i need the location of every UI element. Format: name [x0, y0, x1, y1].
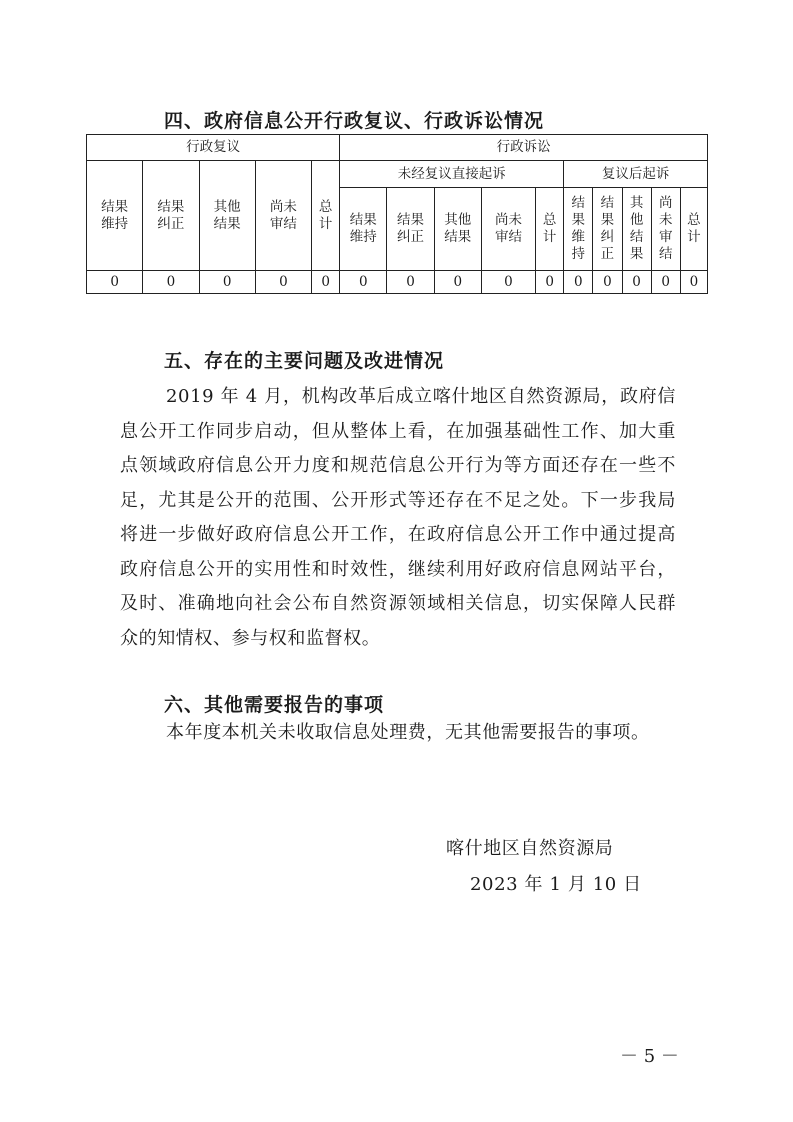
- header-review-pending: 尚未审结: [255, 161, 311, 271]
- header-direct-uphold: 结果维持: [340, 188, 387, 271]
- header-review-correct: 结果纠正: [143, 161, 199, 271]
- table-cell: 0: [434, 271, 481, 294]
- signature-org: 喀什地区自然资源局: [446, 838, 614, 859]
- header-after-pending: 尚未审结: [651, 188, 680, 271]
- table-cell: 0: [622, 271, 651, 294]
- table-cell: 0: [536, 271, 564, 294]
- header-after-correct: 结果纠正: [593, 188, 622, 271]
- section-4-title: 四、政府信息公开行政复议、行政诉讼情况: [164, 110, 545, 132]
- table-cell: 0: [593, 271, 622, 294]
- table-cell: 0: [564, 271, 593, 294]
- header-suit-after-review: 复议后起诉: [564, 161, 708, 188]
- table-cell: 0: [199, 271, 255, 294]
- section-5-body: 2019 年 4 月，机构改革后成立喀什地区自然资源局，政府信息公开工作同步启动，但从整体上看，在加强基础性工作、加大重点领域政府信息公开力度和规范信息公开行为等方面还存在一些不足，尤其是公开的范围、公开形式等还存在不足之处。下一步我局将进一步做好政府信息公开工作，在政府信息公开工作中通过提高政府信息公开的实用性和时效性，继续利用好政府信息网站平台，及时、准确地向社会公布自然资源领域相关信息，切实保障人民群众的知情权、参与权和监督权。: [120, 386, 676, 649]
- header-admin-litigation: 行政诉讼: [340, 135, 708, 161]
- section-6-title: 六、其他需要报告的事项: [164, 694, 385, 716]
- table-cell: 0: [680, 271, 707, 294]
- section-5-title: 五、存在的主要问题及改进情况: [164, 350, 445, 372]
- table-cell: 0: [312, 271, 340, 294]
- header-after-total: 总计: [680, 188, 707, 271]
- header-review-other: 其他结果: [199, 161, 255, 271]
- table-cell: 0: [255, 271, 311, 294]
- section-6-body: 本年度本机关未收取信息处理费，无其他需要报告的事项。: [166, 722, 650, 743]
- table-cell: 0: [87, 271, 143, 294]
- header-direct-correct: 结果纠正: [387, 188, 434, 271]
- table-cell: 0: [143, 271, 199, 294]
- table-cell: 0: [340, 271, 387, 294]
- header-after-other: 其他结果: [622, 188, 651, 271]
- header-admin-review: 行政复议: [87, 135, 340, 161]
- review-litigation-table: [86, 134, 708, 294]
- table-cell: 0: [481, 271, 535, 294]
- table-cell: 0: [651, 271, 680, 294]
- header-direct-other: 其他结果: [434, 188, 481, 271]
- table-cell: 0: [387, 271, 434, 294]
- page-number: － 5 －: [620, 1046, 679, 1067]
- header-direct-total: 总计: [536, 188, 564, 271]
- header-direct-suit: 未经复议直接起诉: [340, 161, 564, 188]
- header-review-uphold: 结果维持: [87, 161, 143, 271]
- header-after-uphold: 结果维持: [564, 188, 593, 271]
- header-review-total: 总计: [312, 161, 340, 271]
- signature-date: 2023 年 1 月 10 日: [470, 874, 642, 895]
- header-direct-pending: 尚未审结: [481, 188, 535, 271]
